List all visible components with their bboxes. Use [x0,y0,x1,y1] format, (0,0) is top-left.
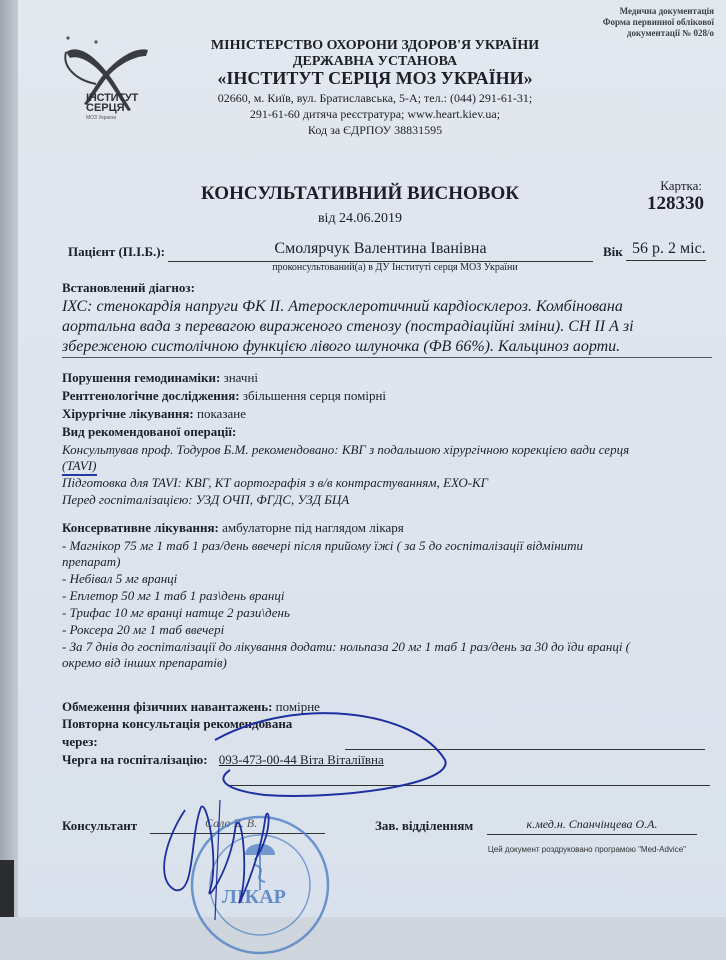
medication-line: - Роксера 20 мг 1 таб ввечері [62,622,225,637]
diagnosis-text [62,297,712,357]
consultant-label: Консультант [62,818,138,833]
diagnosis-underline [62,357,712,358]
operation-line-tavi: (TAVI) [62,458,97,476]
through-label: через: [62,734,98,749]
logo-text-line2: СЕРЦЯ [86,102,125,114]
medication-line: - Небівал 5 мг вранці [62,571,178,586]
document-title: КОНСУЛЬТАТИВНИЙ ВИСНОВОК [200,183,519,204]
footer-note: Цей документ роздруковано програмою "Med-Advice" [487,845,686,854]
document-date: від 24.06.2019 [317,211,403,226]
ministry-name: МІНІСТЕРСТВО ОХОРОНИ ЗДОРОВ'Я УКРАЇНИ [210,38,540,53]
diagnosis-line: аортальна вада з перевагою вираженого стенозу (пострадіаційні зміни). СН II А зі [62,318,634,335]
surgery-value: показане [196,406,246,421]
patient-age: 56 р. 2 міс. [626,240,706,261]
xray-row [62,388,386,404]
treatment-label: Консервативне лікування: [62,520,219,535]
institution-name: «ІНСТИТУТ СЕРЦЯ МОЗ УКРАЇНИ» [217,68,533,88]
head-name: к.мед.н. Спанчінцева О.А. [487,817,697,835]
stamp-text: ЛІКАР [222,886,286,908]
logo-text-line1: ІНСТИТУТ [86,92,138,104]
institution-type: ДЕРЖАВНА УСТАНОВА [292,54,458,69]
form-header-line3: документації № 028/о [626,28,714,38]
logo-subtitle: МОЗ України [86,115,117,121]
medication-line: - Трифас 10 мг вранці натще 2 рази\день [62,605,290,620]
surgery-row [62,406,246,422]
operation-label: Вид рекомендованої операції: [62,424,237,439]
patient-label: Пацієнт (П.І.Б.): [68,244,165,259]
hemodynamics-value: значні [223,370,259,385]
treatment-value: амбулаторне під наглядом лікаря [222,520,404,535]
consultant-name: Сало В. В. [205,816,258,830]
patient-name: Смолярчук Валентина Іванівна [168,240,593,262]
diagnosis-line: збереженою систолічною функцією лівого шлуночка (ФВ 66%). Кальциноз аорти. [62,338,621,355]
xray-label: Рентгенологічне дослідження: [62,388,240,403]
hemodynamics-label: Порушення гемодинаміки: [62,370,221,385]
hemodynamics-row [62,370,258,386]
form-header-line2: Форма первинної облікової [602,17,714,27]
patient-note: проконсультований(а) в ДУ Інституті серця МОЗ України [272,262,518,273]
operation-line: Консультував проф. Тодуров Б.М. рекомендовано: КВГ з подальшою хірургічною корекцією вади серця [62,442,630,457]
treatment-row [62,520,404,536]
photo-edge [0,0,18,917]
head-label: Зав. відділенням [375,818,474,833]
form-header-line1: Медична документація [619,6,714,16]
institution-code: Код за ЄДРПОУ 38831595 [307,123,443,137]
institution-phones: 291-61-60 дитяча реєстратура; www.heart.kiev.ua; [249,107,501,121]
medication-line: - За 7 днів до госпіталізації до лікування додати: нольпаза 20 мг 1 таб 1 раз/день за 30 до їди вранці ( [62,639,631,654]
queue-label: Черга на госпіталізацію: [62,752,208,767]
age-label: Вік [603,244,623,259]
handwritten-signature-icon [135,690,475,920]
operation-line: Перед госпіталізацією: УЗД ОЧП, ФГДС, УЗД БЦА [62,492,350,507]
physical-limits-label: Обмеження фізичних навантажень: [62,699,273,714]
surgery-label: Хірургічне лікування: [62,406,194,421]
queue-value: 093-473-00-44 Віта Віталіївна [218,752,384,767]
card-number: 128330 [647,193,704,214]
institution-address: 02660, м. Київ, вул. Братиславська, 5-А; тел.: (044) 291-61-31; [217,91,533,105]
institution-contacts [190,90,560,138]
diagnosis-label: Встановлений діагноз: [62,280,195,295]
xray-value: збільшення серця помірні [242,388,387,403]
repeat-consultation-label: Повторна консультація рекомендована [62,716,293,731]
physical-limits-value: помірне [275,699,320,714]
medication-line: - Еплетор 50 мг 1 таб 1 раз\день вранці [62,588,285,603]
medication-line: - Магнікор 75 мг 1 таб 1 раз/день ввечері після прийому їжі ( за 5 до госпіталізації відмінити [62,538,584,553]
medication-line: окремо від інших препаратів) [62,655,227,670]
medication-line: препарат) [62,554,121,569]
card-label: Картка: [660,178,702,193]
photo-background [0,860,14,917]
diagnosis-line: ІХС: стенокардія напруги ФК II. Атеросклеротичний кардіосклероз. Комбінована [62,298,623,315]
form-header [603,6,714,39]
operation-line: Підготовка для TAVI: КВГ, КТ аортографія з в/в контрастуванням, ЕХО-КГ [62,475,489,490]
